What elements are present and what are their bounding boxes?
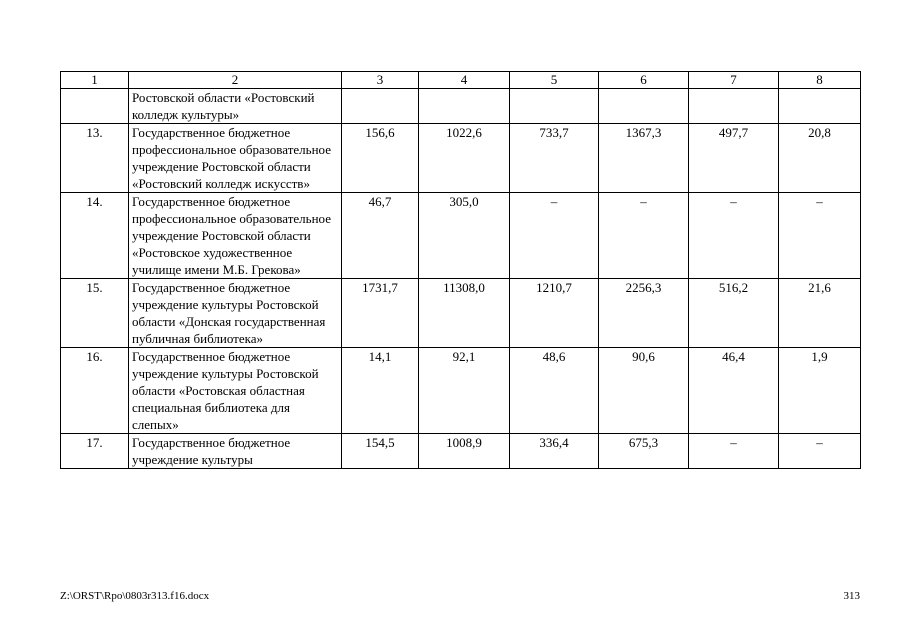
value-cell: 14,1: [342, 348, 419, 434]
value-cell: 675,3: [599, 434, 689, 469]
column-header: 5: [510, 72, 599, 89]
value-cell: 90,6: [599, 348, 689, 434]
value-cell: 1210,7: [510, 279, 599, 348]
value-cell: [599, 89, 689, 124]
value-cell: [779, 89, 861, 124]
column-header: 6: [599, 72, 689, 89]
institution-name: Государственное бюджетное профессиональное образовательное учреждение Ростовской области «Ростовское художественное училище имени М.Б. Грекова»: [129, 193, 342, 279]
value-cell: 46,4: [689, 348, 779, 434]
value-cell: 1367,3: [599, 124, 689, 193]
value-cell: 21,6: [779, 279, 861, 348]
page-number: 313: [843, 590, 860, 602]
value-cell: –: [599, 193, 689, 279]
row-number: 17.: [61, 434, 129, 469]
row-number: 15.: [61, 279, 129, 348]
table-row: [61, 279, 861, 348]
value-cell: 11308,0: [419, 279, 510, 348]
value-cell: 497,7: [689, 124, 779, 193]
table-row: [61, 89, 861, 124]
data-table: [60, 71, 861, 469]
value-cell: 154,5: [342, 434, 419, 469]
row-number: 13.: [61, 124, 129, 193]
value-cell: 20,8: [779, 124, 861, 193]
institution-name: Государственное бюджетное учреждение культуры: [129, 434, 342, 469]
value-cell: [342, 89, 419, 124]
value-cell: 336,4: [510, 434, 599, 469]
value-cell: 46,7: [342, 193, 419, 279]
value-cell: –: [779, 193, 861, 279]
value-cell: [689, 89, 779, 124]
value-cell: 2256,3: [599, 279, 689, 348]
value-cell: 516,2: [689, 279, 779, 348]
value-cell: –: [689, 434, 779, 469]
column-header: 7: [689, 72, 779, 89]
value-cell: 48,6: [510, 348, 599, 434]
value-cell: –: [689, 193, 779, 279]
value-cell: [419, 89, 510, 124]
institution-name: Государственное бюджетное учреждение культуры Ростовской области «Донская государственная публичная библиотека»: [129, 279, 342, 348]
institution-name: Государственное бюджетное учреждение культуры Ростовской области «Ростовская областная специальная библиотека для слепых»: [129, 348, 342, 434]
value-cell: 733,7: [510, 124, 599, 193]
column-header: 1: [61, 72, 129, 89]
column-header: 2: [129, 72, 342, 89]
column-header: 3: [342, 72, 419, 89]
value-cell: 1731,7: [342, 279, 419, 348]
table-row: [61, 193, 861, 279]
institution-name: Государственное бюджетное профессиональное образовательное учреждение Ростовской области «Ростовский колледж искусств»: [129, 124, 342, 193]
value-cell: 1008,9: [419, 434, 510, 469]
column-header: 4: [419, 72, 510, 89]
value-cell: 1,9: [779, 348, 861, 434]
value-cell: 156,6: [342, 124, 419, 193]
value-cell: 1022,6: [419, 124, 510, 193]
row-number: [61, 89, 129, 124]
footer-file-path: Z:\ORST\Rpo\0803r313.f16.docx: [60, 590, 210, 602]
table-row: [61, 124, 861, 193]
value-cell: 92,1: [419, 348, 510, 434]
row-number: 14.: [61, 193, 129, 279]
table-row: [61, 434, 861, 469]
value-cell: –: [510, 193, 599, 279]
institution-name: Ростовской области «Ростовский колледж культуры»: [129, 89, 342, 124]
row-number: 16.: [61, 348, 129, 434]
column-header: 8: [779, 72, 861, 89]
header-row: [61, 72, 861, 89]
value-cell: [510, 89, 599, 124]
value-cell: 305,0: [419, 193, 510, 279]
value-cell: –: [779, 434, 861, 469]
table-row: [61, 348, 861, 434]
